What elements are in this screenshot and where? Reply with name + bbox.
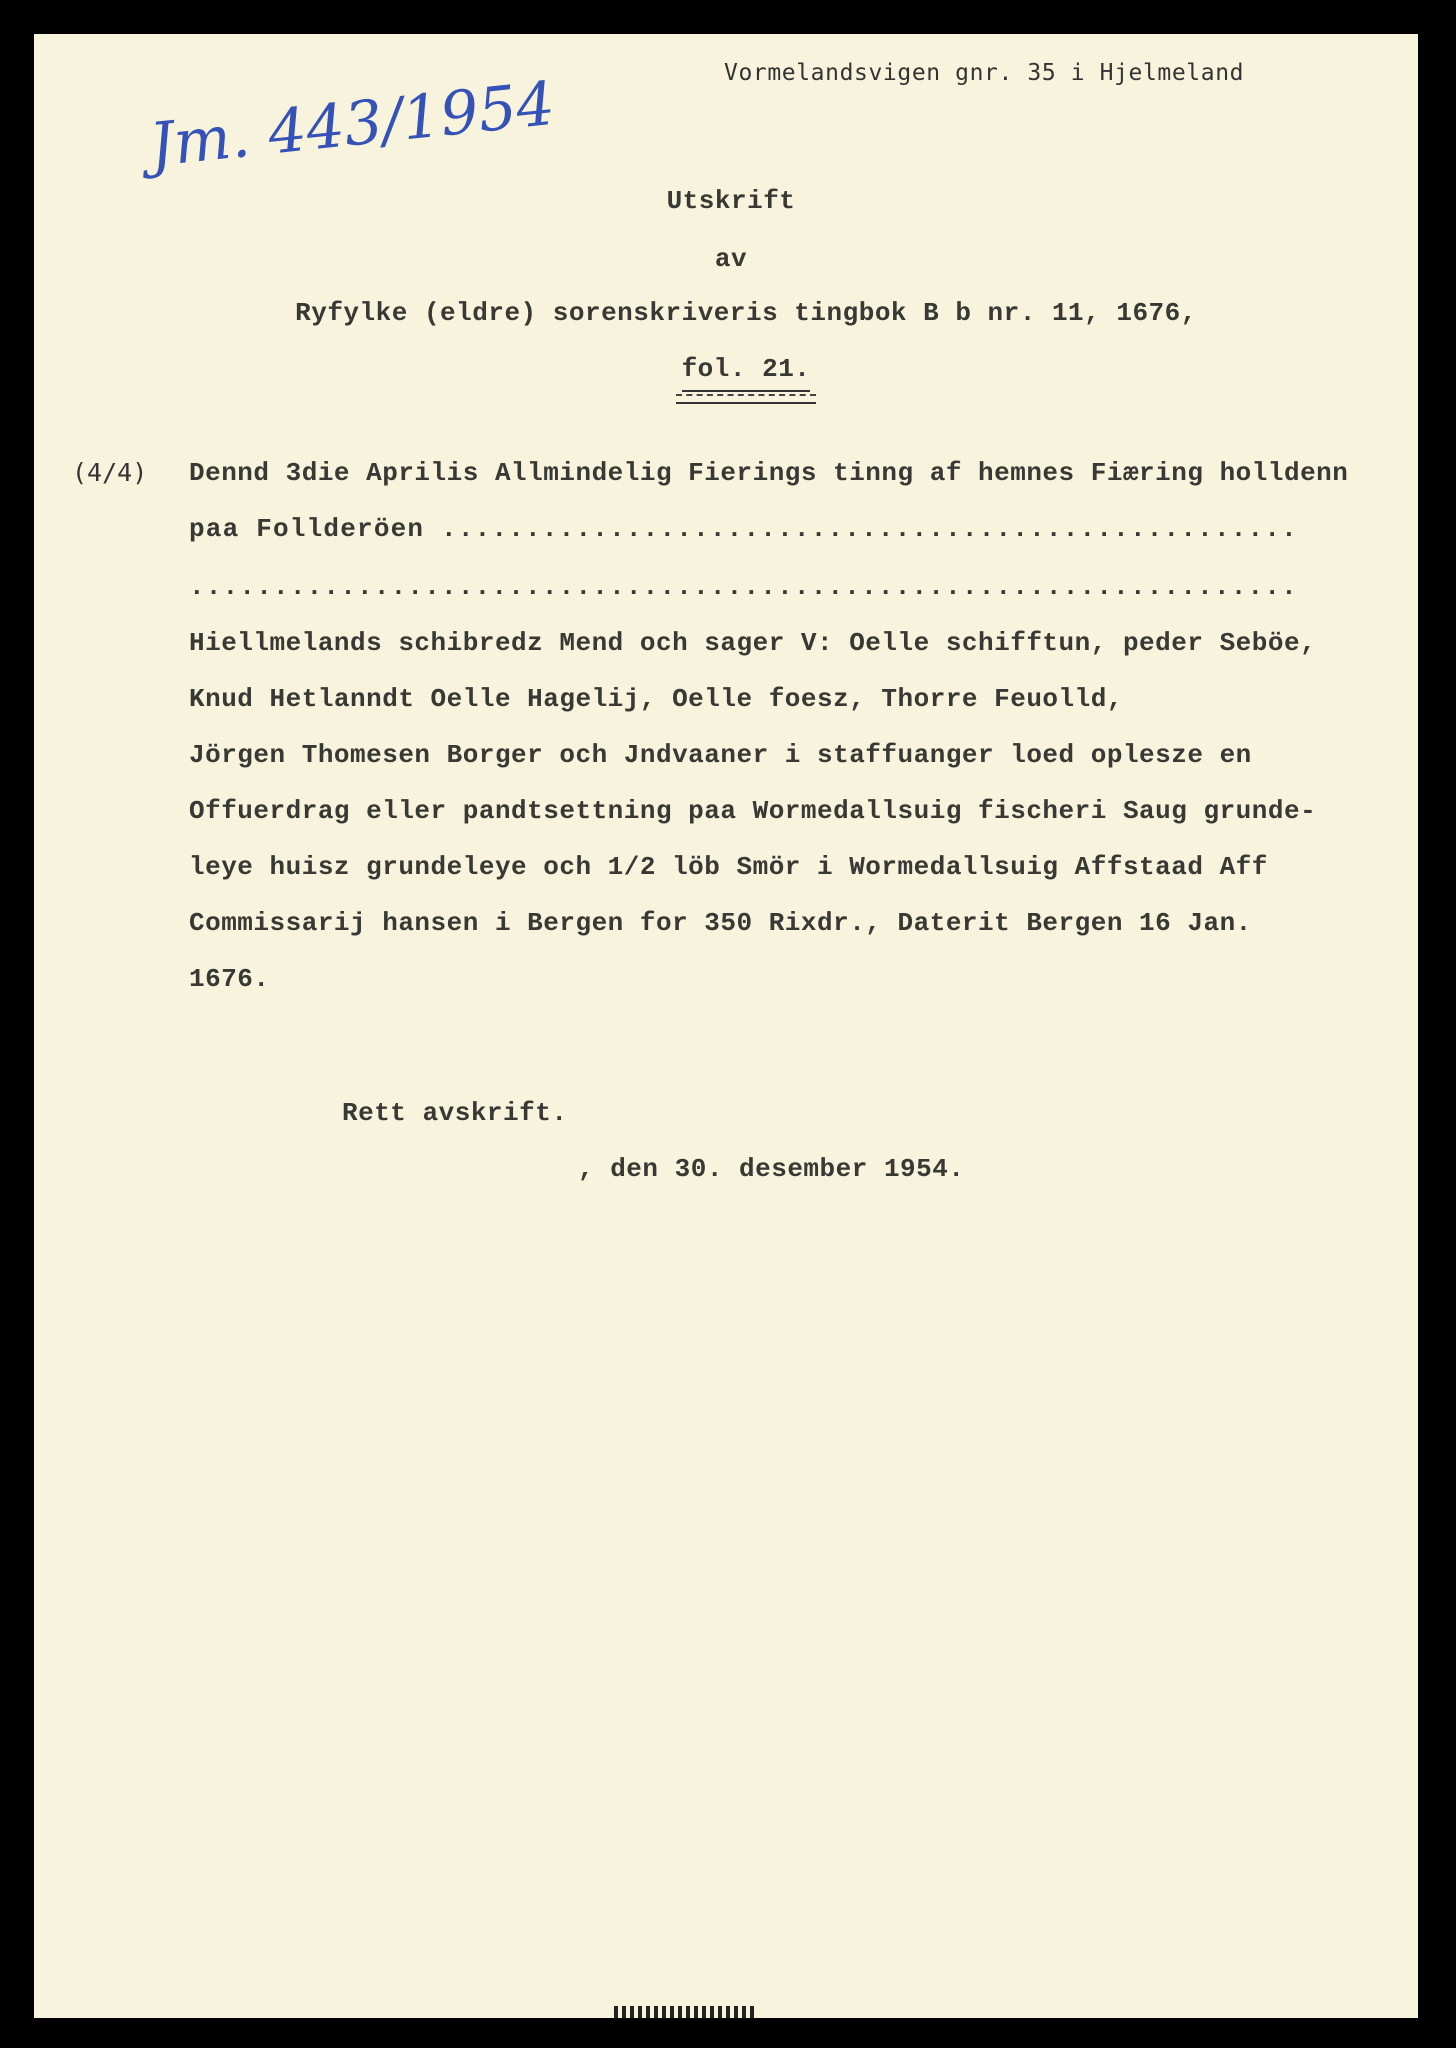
body-line-10: 1676. bbox=[189, 964, 270, 994]
handwritten-note-text: Jm. 443/1954 bbox=[146, 68, 558, 181]
document-page bbox=[34, 34, 1418, 2018]
body-line-7: Offuerdrag eller pandtsettning paa Wormedallsuig fischeri Saug grunde- bbox=[189, 796, 1317, 826]
title-utskrift: Utskrift bbox=[666, 186, 796, 216]
body-line-5: Knud Hetlanndt Oelle Hagelij, Oelle foesz, Thorre Feuolld, bbox=[189, 684, 1123, 714]
body-line-2: paa Follderöen ................................................... bbox=[189, 514, 1298, 544]
title-av: av bbox=[714, 244, 748, 274]
folio-text: fol. 21. bbox=[682, 354, 811, 392]
reference-header: Vormelandsvigen gnr. 35 i Hjelmeland bbox=[724, 60, 1245, 86]
title-folio bbox=[54, 354, 1438, 404]
body-line-4: Hiellmelands schibredz Mend och sager V: Oelle schifftun, peder Seböe, bbox=[189, 628, 1317, 658]
body-line-6: Jörgen Thomesen Borger och Jndvaaner i staffuanger loed oplesze en bbox=[189, 740, 1252, 770]
closing-certified-copy: Rett avskrift. bbox=[342, 1098, 568, 1128]
body-line-3: .................................................................. bbox=[189, 572, 1298, 602]
closing-date: , den 30. desember 1954. bbox=[578, 1154, 965, 1184]
folio-underline bbox=[676, 394, 816, 404]
handwritten-note-svg bbox=[146, 68, 558, 181]
title-source: Ryfylke (eldre) sorenskriveris tingbok B b nr. 11, 1676, bbox=[295, 298, 1197, 328]
body-line-9: Commissarij hansen i Bergen for 350 Rixdr., Daterit Bergen 16 Jan. bbox=[189, 908, 1252, 938]
margin-date-note: (4/4) bbox=[72, 458, 148, 487]
body-line-1: Dennd 3die Aprilis Allmindelig Fierings tinng af hemnes Fiæring holldenn bbox=[189, 458, 1349, 488]
scan-edge-marks bbox=[614, 2006, 754, 2018]
handwritten-journal-number bbox=[146, 68, 558, 181]
body-line-8: leye huisz grundeleye och 1/2 löb Smör i Wormedallsuig Affstaad Aff bbox=[189, 852, 1268, 882]
